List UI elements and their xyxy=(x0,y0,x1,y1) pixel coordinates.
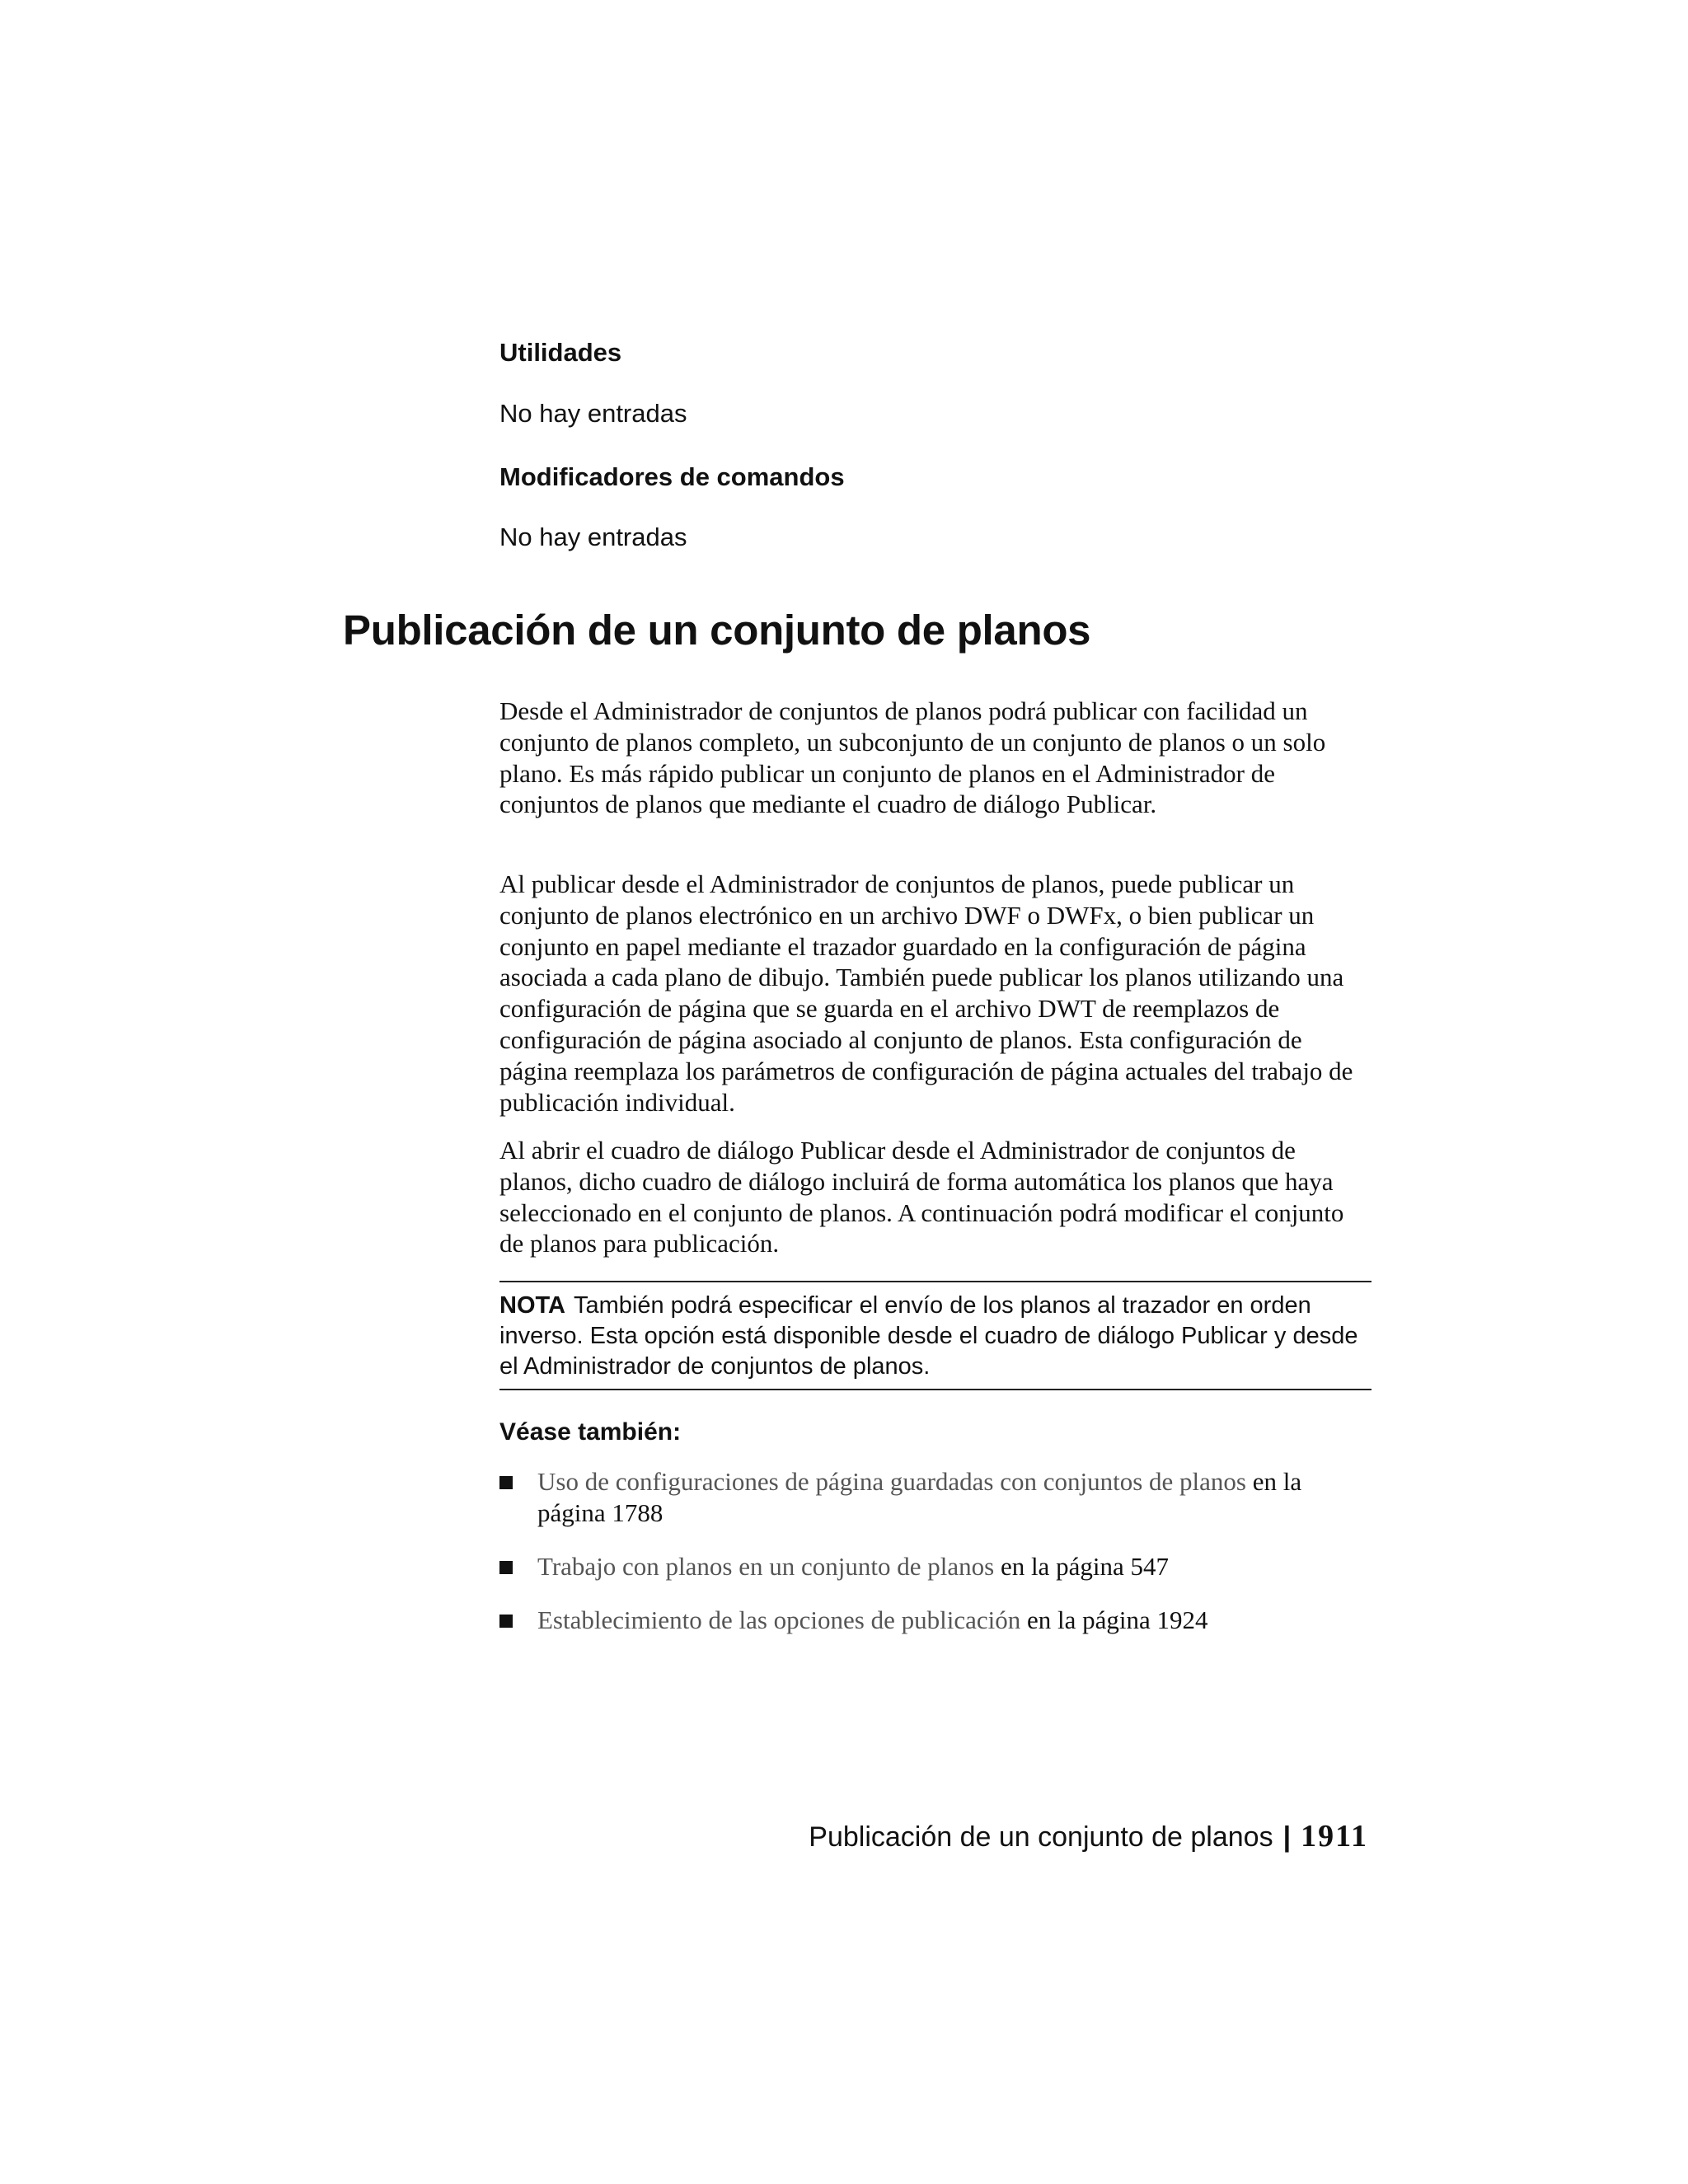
subsection-text-utilidades: No hay entradas xyxy=(499,399,687,428)
section-title: Publicación de un conjunto de planos xyxy=(343,607,1091,654)
note-box xyxy=(499,1281,1372,1390)
body-paragraph: Desde el Administrador de conjuntos de planos podrá publicar con facilidad un conjunto de planos completo, un subconjunto de un conjunto de planos o un solo plano. Es más rápido publicar un conjunto de planos en el Administrador de conjuntos de planos que mediante el cuadro de diálogo Publicar. xyxy=(499,696,1326,819)
see-also-link[interactable]: Uso de configuraciones de página guardadas con conjuntos de planos xyxy=(537,1467,1246,1496)
square-bullet-icon xyxy=(499,1615,513,1628)
see-also-item xyxy=(499,1466,1372,1529)
page-reference: en la página 547 xyxy=(994,1552,1169,1581)
footer-title: Publicación de un conjunto de planos xyxy=(809,1821,1273,1853)
body-paragraph: Al publicar desde el Administrador de conjuntos de planos, puede publicar un conjunto de planos electrónico en un archivo DWF o DWFx, o bien publicar un conjunto en papel mediante el trazador guardado en la configuración de página asociada a cada plano de dibujo. También puede publicar los planos utilizando una configuración de página que se guarda en el archivo DWT de reemplazos de configuración de página asociado al conjunto de planos. Esta configuración de página reemplaza los parámetros de configuración de página actuales del trabajo de publicación individual. xyxy=(499,869,1353,1117)
footer-separator: | xyxy=(1282,1821,1292,1853)
body-paragraph: Al abrir el cuadro de diálogo Publicar desde el Administrador de conjuntos de planos, dicho cuadro de diálogo incluirá de forma automática los planos que haya seleccionado en el conjunto de planos. A continuación podrá modificar el conjunto de planos para publicación. xyxy=(499,1136,1344,1258)
subsection-heading-modificadores: Modificadores de comandos xyxy=(499,462,845,491)
see-also-list xyxy=(499,1466,1372,1636)
see-also-heading: Véase también: xyxy=(499,1418,682,1446)
subsection-text-modificadores: No hay entradas xyxy=(499,523,687,551)
square-bullet-icon xyxy=(499,1561,513,1574)
see-also-link[interactable]: Establecimiento de las opciones de publicación xyxy=(537,1605,1021,1634)
see-also-link[interactable]: Trabajo con planos en un conjunto de planos xyxy=(537,1552,995,1581)
page-number: 1911 xyxy=(1301,1819,1368,1854)
note-paragraph xyxy=(499,1291,1372,1382)
page-footer xyxy=(0,1818,1368,1854)
page-reference: en la página 1924 xyxy=(1020,1605,1208,1634)
subsection-heading-utilidades: Utilidades xyxy=(499,338,622,367)
note-label: NOTA xyxy=(499,1292,566,1319)
see-also-item xyxy=(499,1551,1372,1582)
see-also-item xyxy=(499,1605,1372,1636)
page-reference: en la página 1788 xyxy=(537,1467,1302,1527)
square-bullet-icon xyxy=(499,1476,513,1489)
note-text: También podrá especificar el envío de los planos al trazador en orden inverso. Esta opción está disponible desde el cuadro de diálogo Publicar y desde el Administrador de conjuntos de planos. xyxy=(499,1292,1358,1380)
